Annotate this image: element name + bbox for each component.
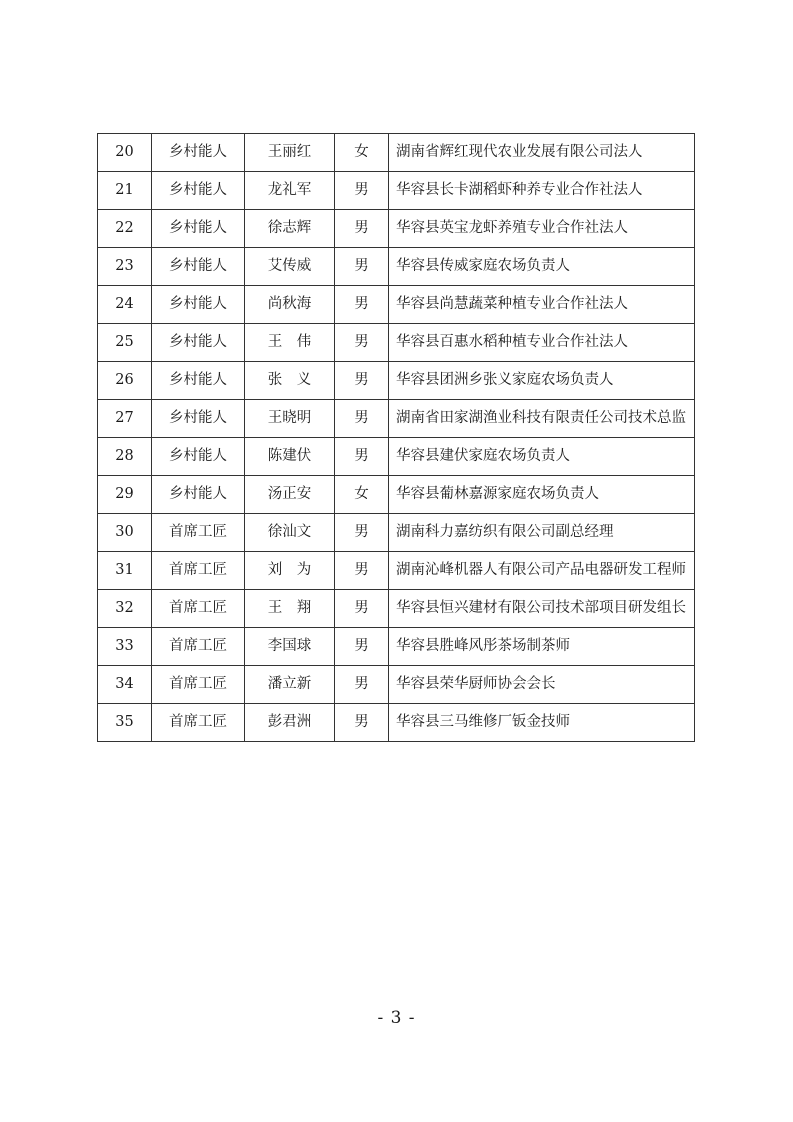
roster-table-body: [98, 134, 695, 742]
table-row: [98, 286, 695, 324]
unit-title-cell: 华容县葡林嘉源家庭农场负责人: [389, 476, 695, 514]
category-cell: 首席工匠: [152, 628, 245, 666]
row-number-cell: 21: [98, 172, 152, 210]
unit-title-cell: 湖南省田家湖渔业科技有限责任公司技术总监: [389, 400, 695, 438]
person-name-cell: 汤正安: [245, 476, 335, 514]
row-number-cell: 35: [98, 704, 152, 742]
category-cell: 首席工匠: [152, 590, 245, 628]
person-name-cell: 陈建伏: [245, 438, 335, 476]
unit-title-cell: 湖南科力嘉纺织有限公司副总经理: [389, 514, 695, 552]
gender-cell: 男: [335, 552, 389, 590]
person-name-cell: 潘立新: [245, 666, 335, 704]
table-row: [98, 704, 695, 742]
category-cell: 乡村能人: [152, 248, 245, 286]
row-number-cell: 30: [98, 514, 152, 552]
person-name-cell: 李国球: [245, 628, 335, 666]
table-row: [98, 400, 695, 438]
gender-cell: 男: [335, 514, 389, 552]
person-name-cell: 徐汕文: [245, 514, 335, 552]
person-name-cell: 张 义: [245, 362, 335, 400]
table-row: [98, 362, 695, 400]
row-number-cell: 33: [98, 628, 152, 666]
unit-title-cell: 华容县恒兴建材有限公司技术部项目研发组长: [389, 590, 695, 628]
row-number-cell: 24: [98, 286, 152, 324]
category-cell: 乡村能人: [152, 324, 245, 362]
gender-cell: 女: [335, 134, 389, 172]
row-number-cell: 25: [98, 324, 152, 362]
unit-title-cell: 华容县团洲乡张义家庭农场负责人: [389, 362, 695, 400]
gender-cell: 男: [335, 628, 389, 666]
table-row: [98, 666, 695, 704]
gender-cell: 男: [335, 324, 389, 362]
person-name-cell: 王 伟: [245, 324, 335, 362]
table-row: [98, 172, 695, 210]
table-row: [98, 514, 695, 552]
unit-title-cell: 华容县百惠水稻种植专业合作社法人: [389, 324, 695, 362]
row-number-cell: 27: [98, 400, 152, 438]
gender-cell: 男: [335, 248, 389, 286]
unit-title-cell: 华容县三马维修厂钣金技师: [389, 704, 695, 742]
table-row: [98, 552, 695, 590]
category-cell: 乡村能人: [152, 476, 245, 514]
category-cell: 乡村能人: [152, 172, 245, 210]
category-cell: 乡村能人: [152, 400, 245, 438]
row-number-cell: 23: [98, 248, 152, 286]
table-row: [98, 438, 695, 476]
row-number-cell: 22: [98, 210, 152, 248]
unit-title-cell: 华容县长卡湖稻虾种养专业合作社法人: [389, 172, 695, 210]
table-row: [98, 476, 695, 514]
table-row: [98, 590, 695, 628]
gender-cell: 男: [335, 704, 389, 742]
table-row: [98, 134, 695, 172]
row-number-cell: 31: [98, 552, 152, 590]
gender-cell: 男: [335, 210, 389, 248]
gender-cell: 男: [335, 172, 389, 210]
unit-title-cell: 华容县传威家庭农场负责人: [389, 248, 695, 286]
row-number-cell: 29: [98, 476, 152, 514]
category-cell: 首席工匠: [152, 666, 245, 704]
table-row: [98, 210, 695, 248]
category-cell: 乡村能人: [152, 438, 245, 476]
row-number-cell: 26: [98, 362, 152, 400]
unit-title-cell: 华容县胜峰风彤茶场制茶师: [389, 628, 695, 666]
gender-cell: 男: [335, 362, 389, 400]
category-cell: 乡村能人: [152, 362, 245, 400]
person-name-cell: 徐志辉: [245, 210, 335, 248]
unit-title-cell: 华容县英宝龙虾养殖专业合作社法人: [389, 210, 695, 248]
table-row: [98, 628, 695, 666]
row-number-cell: 32: [98, 590, 152, 628]
person-name-cell: 刘 为: [245, 552, 335, 590]
person-name-cell: 艾传威: [245, 248, 335, 286]
table-row: [98, 248, 695, 286]
unit-title-cell: 湖南沁峰机器人有限公司产品电器研发工程师: [389, 552, 695, 590]
roster-table: [97, 133, 695, 742]
person-name-cell: 王丽红: [245, 134, 335, 172]
category-cell: 首席工匠: [152, 704, 245, 742]
person-name-cell: 王 翔: [245, 590, 335, 628]
table-row: [98, 324, 695, 362]
category-cell: 首席工匠: [152, 552, 245, 590]
category-cell: 乡村能人: [152, 134, 245, 172]
person-name-cell: 龙礼军: [245, 172, 335, 210]
gender-cell: 男: [335, 438, 389, 476]
person-name-cell: 彭君洲: [245, 704, 335, 742]
category-cell: 首席工匠: [152, 514, 245, 552]
gender-cell: 男: [335, 666, 389, 704]
category-cell: 乡村能人: [152, 286, 245, 324]
row-number-cell: 34: [98, 666, 152, 704]
unit-title-cell: 华容县建伏家庭农场负责人: [389, 438, 695, 476]
unit-title-cell: 华容县尚慧蔬菜种植专业合作社法人: [389, 286, 695, 324]
person-name-cell: 尚秋海: [245, 286, 335, 324]
person-name-cell: 王晓明: [245, 400, 335, 438]
row-number-cell: 28: [98, 438, 152, 476]
category-cell: 乡村能人: [152, 210, 245, 248]
unit-title-cell: 湖南省辉红现代农业发展有限公司法人: [389, 134, 695, 172]
gender-cell: 男: [335, 590, 389, 628]
unit-title-cell: 华容县荣华厨师协会会长: [389, 666, 695, 704]
gender-cell: 男: [335, 286, 389, 324]
gender-cell: 女: [335, 476, 389, 514]
row-number-cell: 20: [98, 134, 152, 172]
gender-cell: 男: [335, 400, 389, 438]
page-number: - 3 -: [377, 1008, 416, 1028]
